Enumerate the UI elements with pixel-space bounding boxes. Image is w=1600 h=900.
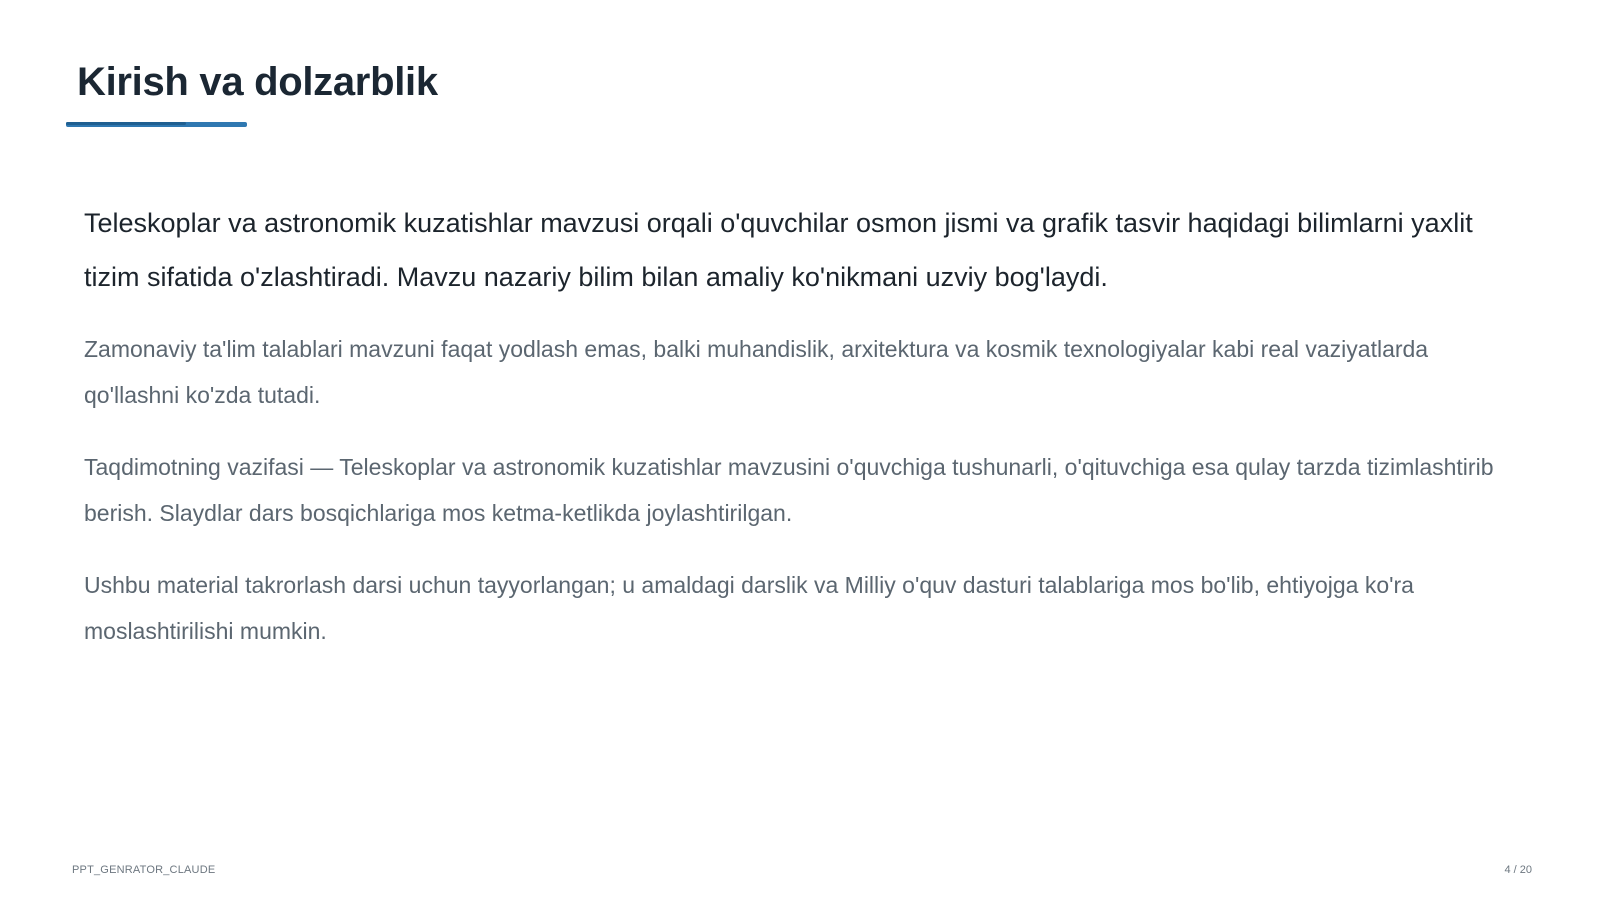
- body-paragraph: Taqdimotning vazifasi — Teleskoplar va astronomik kuzatishlar mavzusini o'quvchiga tushunarli, o'qituvchiga esa qulay tarzda tizimlashtirib berish. Slaydlar dars bosqichlariga mos ketma-ketlikda joylashtirilgan.: [84, 454, 1494, 526]
- slide-title: Kirish va dolzarblik: [77, 60, 438, 104]
- title-underline-accent: [66, 122, 186, 125]
- page-number: 4 / 20: [1504, 864, 1532, 876]
- lead-paragraph: Teleskoplar va astronomik kuzatishlar mavzusi orqali o'quvchilar osmon jismi va grafik tasvir haqidagi bilimlarni yaxlit tizim sifatida o'zlashtiradi. Mavzu nazariy bilim bilan amaliy ko'nikmani uzviy bog'laydi.: [84, 208, 1473, 292]
- body-paragraph: Ushbu material takrorlash darsi uchun tayyorlangan; u amaldagi darslik va Milliy o'quv dasturi talablariga mos bo'lib, ehtiyojga ko'ra moslashtirilishi mumkin.: [84, 572, 1414, 644]
- slide-content: [84, 196, 1514, 680]
- body-paragraph: Zamonaviy ta'lim talablari mavzuni faqat yodlash emas, balki muhandislik, arxitektura va kosmik texnologiyalar kabi real vaziyatlarda qo'llashni ko'zda tutadi.: [84, 336, 1429, 408]
- footer-brand: PPT_GENRATOR_CLAUDE: [72, 864, 216, 876]
